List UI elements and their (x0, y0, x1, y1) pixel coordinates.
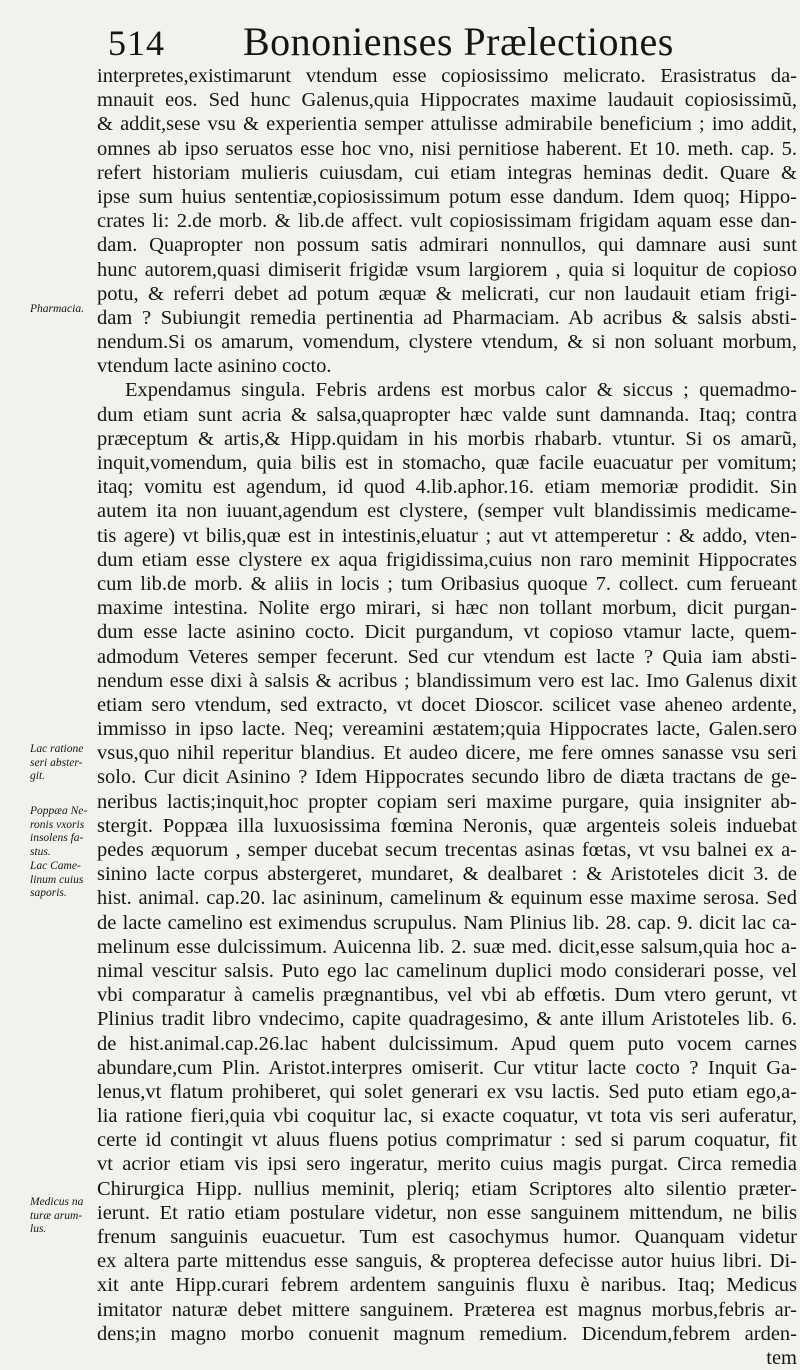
text-line: Expendamus singula. Febris ardens est morbus calor & siccus ; quemadmo- (125, 379, 797, 402)
text-line: mnauit eos. Sed hunc Galenus,quia Hippocrates maxime laudauit copiosissimũ, (97, 89, 797, 112)
text-line: hunc autorem,quasi dimiserit frigidæ vsum largiorem , quia si loquitur de copioso (97, 258, 797, 281)
text-line: de lacte camelino est eximendus scrupulus. Nam Plinius lib. 28. cap. 9. dicit lac ca- (97, 911, 797, 934)
marginal-note-line: turæ arum- (30, 1209, 83, 1222)
marginal-note (30, 805, 100, 859)
text-line: itaq; vomitu est agendum, id quod 4.lib.aphor.16. etiam memoriæ prodidit. Sin (97, 476, 797, 499)
text-line: omnes ab ipso seruatos esse hoc vno, nisi pernitiose haberent. Et 10. meth. cap. 5. (97, 137, 797, 160)
text-line: melinum esse dulcissimum. Auicenna lib. 2. suæ med. dicit,esse salsum,quia hoc a- (97, 935, 797, 958)
text-line: solo. Cur dicit Asinino ? Idem Hippocrates secundo libro de diæta tractans de ge- (97, 766, 797, 789)
marginal-note-line: Lac Came- (30, 860, 81, 872)
text-line: dum esse lacte asinino cocto. Dicit purgandum, vt copioso vtamur lacte, quem- (97, 621, 797, 644)
marginal-note (30, 743, 100, 784)
text-line: inquit,vomendum, quia bilis est in stomacho, quæ facile euacuatur per vomitum; (97, 452, 797, 474)
text-line: vt acrior etiam vis ipsi sero ingeratur, merito cuius magis purgat. Circa remedia (97, 1153, 797, 1176)
text-line: admodum Veteres semper fecerunt. Sed cur vtendum est lacte ? Quia iam absti- (97, 645, 797, 668)
text-line: frenum sanguinis euacuetur. Tum est casochymus humor. Quanquam videtur (97, 1226, 797, 1248)
text-line: etiam sero vtendum, sed extracto, vt docet Dioscor. scilicet vase aheneo ardente, (97, 693, 797, 716)
text-line: ierunt. Et ratio etiam postulare videtur, non esse sanguinem mittendum, ne bilis (97, 1201, 797, 1224)
text-line: lia ratione fieri,quia vbi coquitur lac, si exacte coquatur, vt tota vis seri auferatur, (97, 1105, 797, 1128)
text-line: maxime intestina. Nolite ergo mirari, si hæc non tollant morbum, dicit purgan- (97, 597, 797, 620)
text-line: abundare,cum Plin. Aristot.interpres omiserit. Cur vtitur lacte cocto ? Inquit Ga- (97, 1056, 797, 1079)
text-line: ex altera parte mittendus esse sanguis, & propterea defecisse autor huius libri. Di- (97, 1250, 797, 1273)
marginal-note-line: Pharmacia. (30, 303, 84, 315)
text-line: ipse sum huius sententiæ,copiosissimum potum esse dandum. Idem quoq; Hippo- (97, 185, 797, 208)
text-line: dum etiam sunt acria & salsa,quapropter hæc valde sunt damnanda. Itaq; contra (97, 403, 797, 426)
text-line: tis agere) vt bilis,quæ est in intestinis,eluatur ; aut vt attemperetur : & addo, vten- (97, 524, 797, 547)
catchword: tem (766, 1346, 797, 1369)
text-line: Chirurgica Hipp. nullius meminit, pleriq; etiam Scriptores alto silentio præter- (97, 1177, 797, 1200)
marginal-note-line: linum cuius (30, 873, 84, 886)
marginal-note (30, 1196, 100, 1237)
text-line: immisso in ipso lacte. Neq; vereamini æstatem;quia Hippocrates lacte, Galen.sero (97, 718, 797, 741)
page-header (0, 10, 800, 70)
text-line: pedes æquorum , semper ducebat secum trecentas asinas fœtas, vt vsu balnei ex a- (97, 839, 797, 861)
running-title: Bononienses Prælectiones (243, 19, 674, 64)
text-line: potu, & referri debet ad potum æquæ & melicrati, cur non laudauit etiam frigi- (97, 282, 797, 305)
marginal-note (30, 303, 100, 317)
text-line: stergit. Poppæa illa luxuosissima fœmina Neronis, quæ argenteis soleis induebat (97, 814, 797, 837)
text-line: cum lib.de morb. & aliis in locis ; tum Oribasius quoque 7. collect. cum ferueant (97, 572, 797, 595)
text-line: nendum.Si os amarum, vomendum, clystere vtendum, & si non soluant morbum, (97, 331, 797, 354)
marginal-note-line: insolens fa- (30, 832, 84, 844)
text-line: interpretes,existimarunt vtendum esse copiosissimo melicrato. Erasistratus da- (97, 65, 797, 87)
text-line: & addit,sese vsu & experientia semper attulisse admirabile beneficium ; imo addit, (97, 113, 797, 136)
text-line: hist. animal. cap.20. lac asininum, camelinum & equinum esse maxime serosa. Sed (97, 887, 797, 910)
main-text (97, 64, 797, 1370)
marginal-note-line: git. (30, 770, 46, 782)
text-line: vsus,quo nihil reperitur blandius. Et audeo dicere, me fere omnes sanasse vsu seri (97, 742, 797, 765)
text-line: vtendum lacte asinino cocto. (97, 355, 332, 378)
text-line: imitator naturæ debet mittere sanguinem. Præterea est magnus morbus,febris ar- (97, 1298, 797, 1321)
text-line: de hist.animal.cap.26.lac habent dulcissimum. Apud quem puto vocem carnes (97, 1032, 797, 1055)
marginal-note (30, 860, 100, 901)
text-line: præceptum & artis,& Hipp.quidam in his morbis rhabarb. vtuntur. Si os amarũ, (97, 427, 797, 450)
marginal-note-line: ronis vxoris (30, 818, 85, 831)
text-line: autem ita non iuuant,agendum est clystere, (semper vult blandissimis medicame- (97, 500, 797, 523)
marginal-note-line: Lac ratione (30, 743, 84, 755)
marginal-note-line: Poppæa Ne- (30, 805, 88, 817)
marginal-note-line: seri abster- (30, 756, 83, 769)
text-line: nendum esse dixi à salsis & acribus ; blandissimum vero est lac. Imo Galenus dixit (97, 669, 797, 692)
text-line: dam ? Subiungit remedia pertinentia ad Pharmaciam. Ab acribus & salsis absti- (97, 306, 797, 329)
marginal-note-line: lus. (30, 1223, 47, 1235)
text-line: crates li: 2.de morb. & lib.de affect. vult copiosissimam frigidam aquam esse dan- (97, 210, 797, 233)
text-line: dens;in magno morbo conuenit magnum remedium. Dicendum,febrem arden- (97, 1322, 797, 1345)
text-line: neribus lactis;inquit,hoc propter copiam seri maxime purgare, quia insigniter ab- (97, 790, 797, 813)
text-line: Plinius tradit libro vndecimo, capite quadragesimo, & ante illum Aristoteles lib. 6. (97, 1008, 797, 1031)
marginal-note-line: saporis. (30, 887, 67, 899)
text-line: lenus,vt flatum prohiberet, qui solet generari ex vsu lactis. Sed puto etiam ego,a- (97, 1080, 797, 1103)
page-number: 514 (108, 23, 165, 63)
text-line: nimal vescitur salsis. Puto ego lac camelinum duplici modo considerari posse, vel (97, 959, 797, 982)
marginal-note-line: stus. (30, 845, 51, 858)
text-line: vbi comparatur à camelis prægnantibus, vel vbi ab effœtis. Dum vtero gerunt, vt (97, 984, 797, 1007)
text-line: sinino lacte corpus abstergeret, mundaret, & dealbaret : & Aristoteles dicit 3. de (97, 863, 797, 886)
marginal-note-line: Medicus na (30, 1196, 84, 1208)
text-line: dam. Quapropter non possum satis admirari nonnullos, qui damnare ausi sunt (97, 234, 797, 257)
text-line: refert historiam mulieris cuiusdam, cui etiam integras heminas dedit. Quare & (97, 161, 797, 184)
text-line: certe id contingit vt aluus fluens potius comprimatur : sed si parum coquatur, fit (97, 1129, 797, 1152)
text-line: dum etiam esse clystere ex aqua frigidissima,cuius non raro meminit Hippocrates (97, 548, 797, 571)
text-line: xit ante Hipp.curari febrem ardentem sanguinis fluxu è naribus. Itaq; Medicus (97, 1274, 797, 1297)
